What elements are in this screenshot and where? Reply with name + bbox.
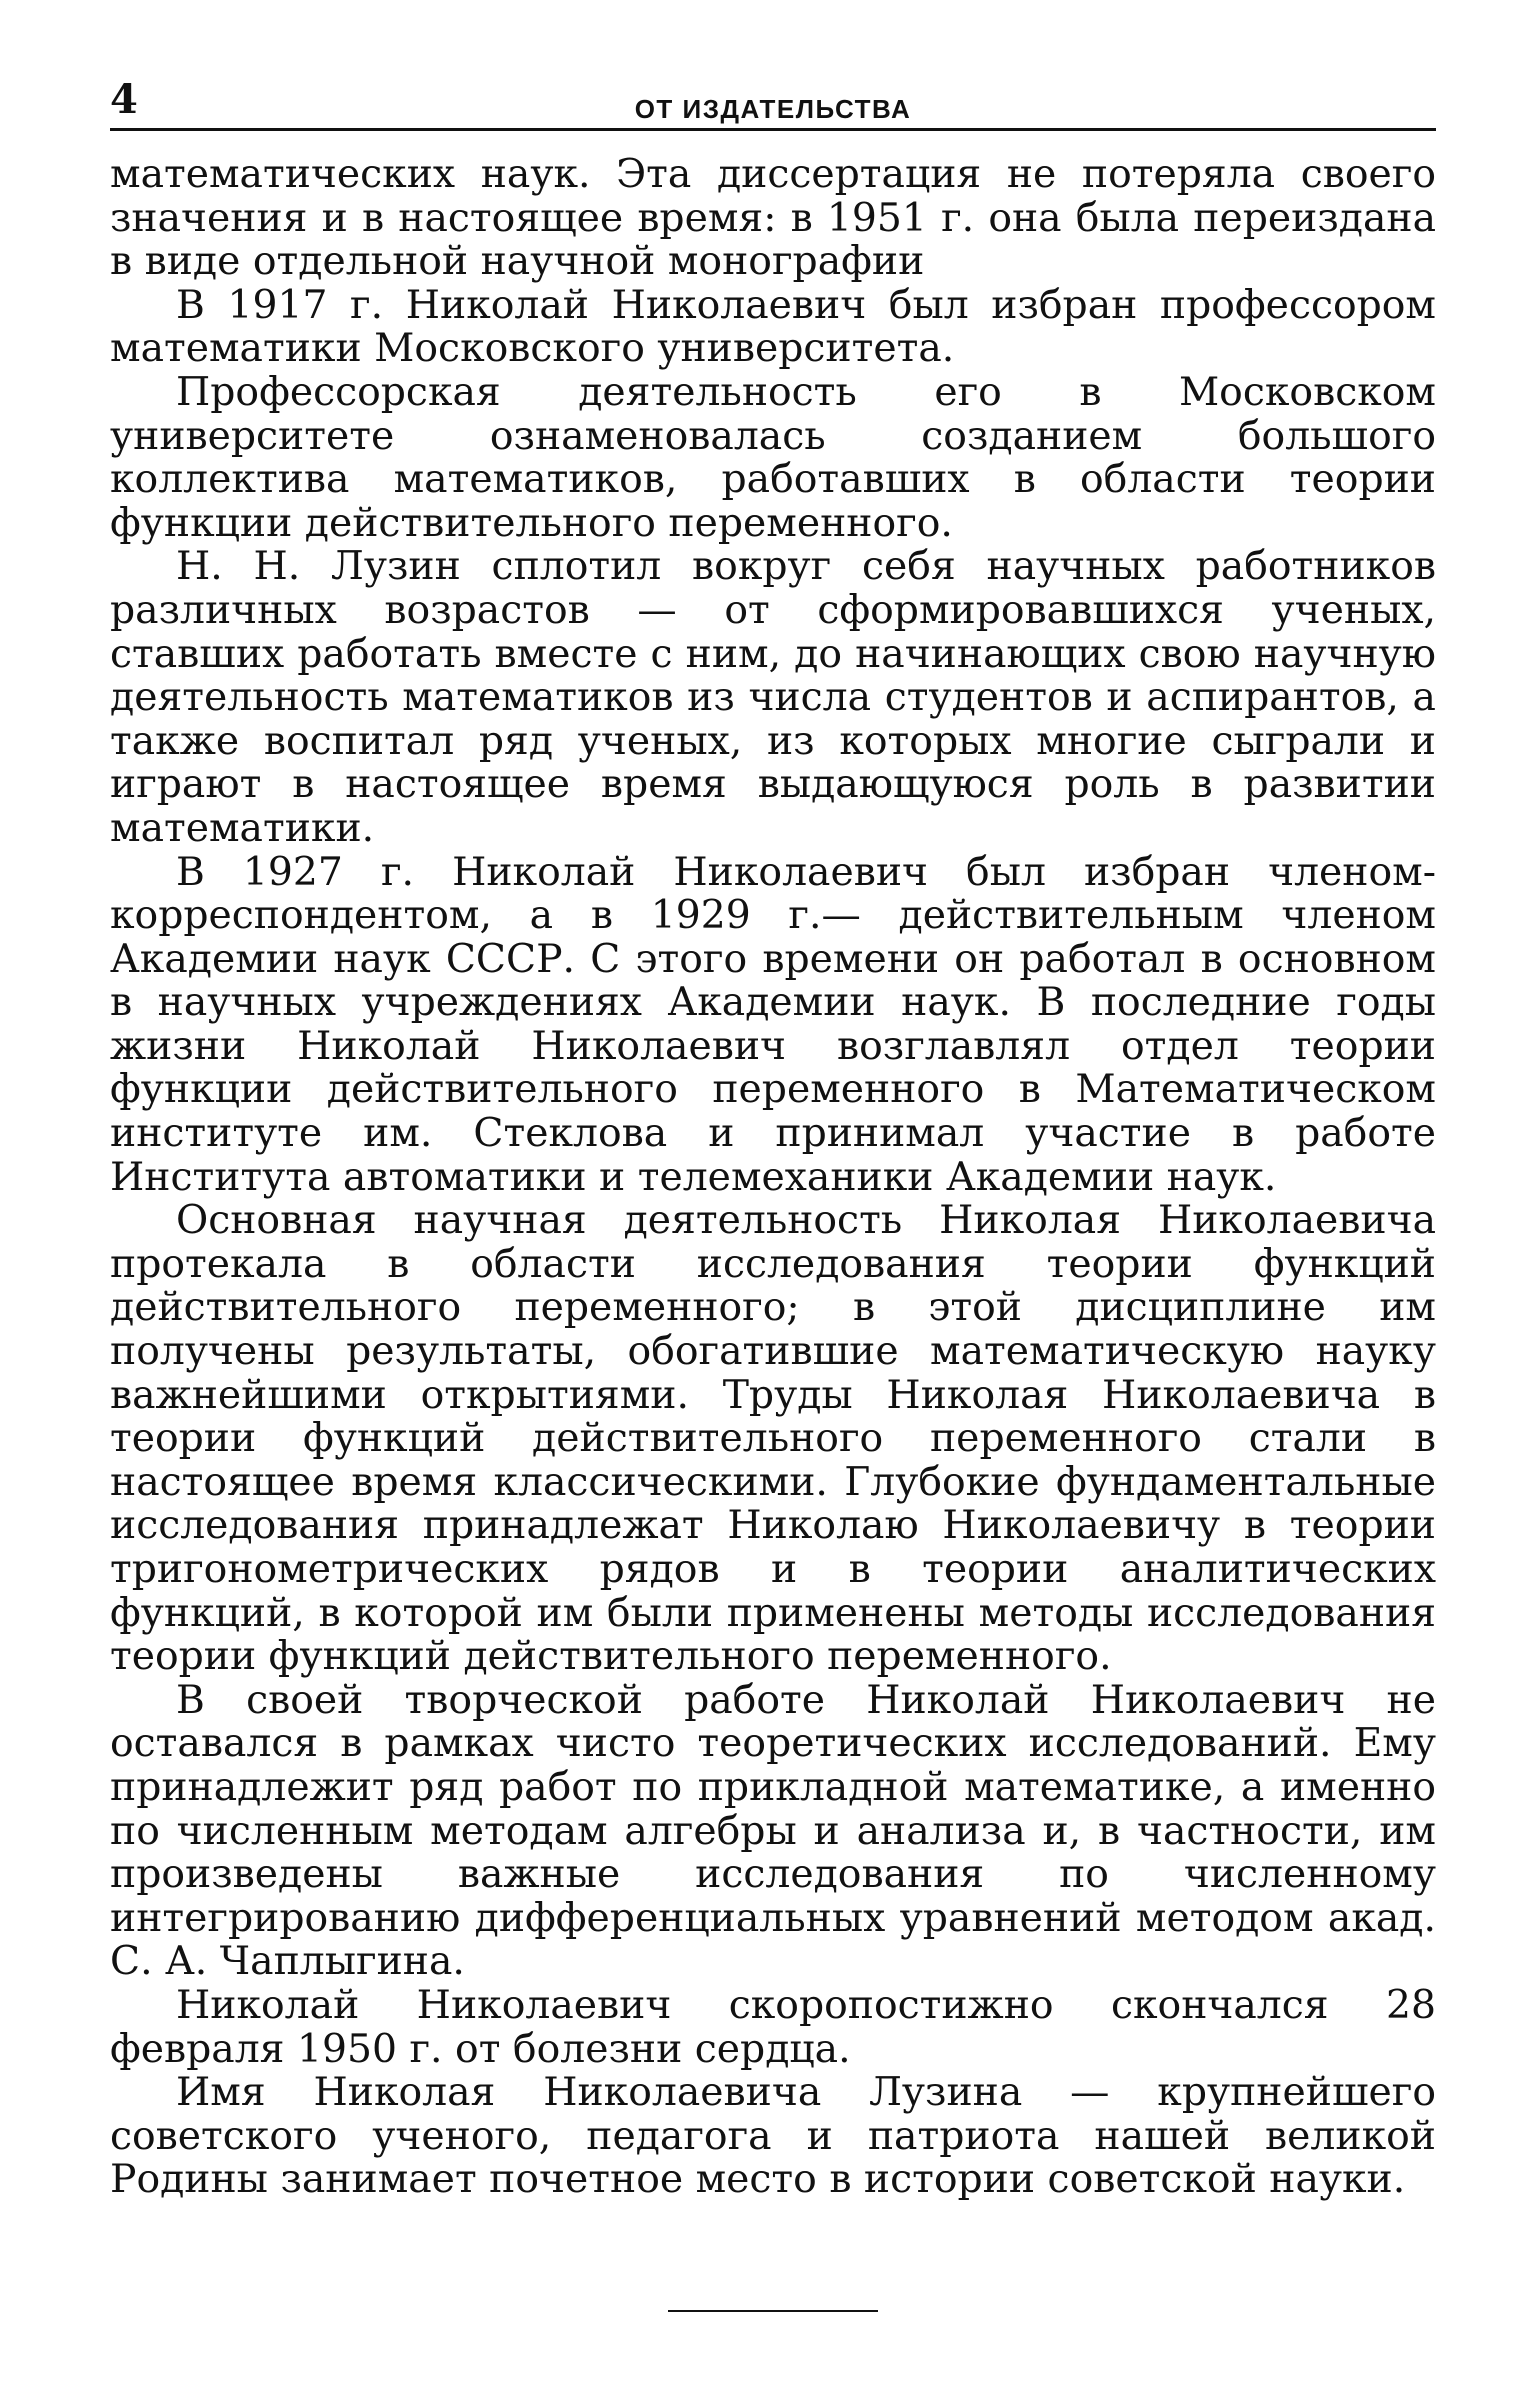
paragraph: В 1917 г. Николай Николаевич был избран профессором математики Московского университета. xyxy=(110,282,1436,372)
page-number: 4 xyxy=(110,76,138,123)
paragraph: В 1927 г. Николай Николаевич был избран членом-корреспондентом, а в 1929 г.— действительным членом Академии наук СССР. С этого времени он работал в основном в научных учреждениях Академии наук. В последние годы жизни Николай Николаевич возглавлял отдел теории функции действительного переменного в Математическом институте им. Стеклова и принимал участие в работе Института автоматики и телемеханики Академии наук. xyxy=(110,849,1436,1200)
running-head: ОТ ИЗДАТЕЛЬСТВА xyxy=(634,94,912,124)
paragraph: Николай Николаевич скоропостижно скончался 28 февраля 1950 г. от болезни сердца. xyxy=(110,1982,1436,2072)
paragraph: Н. Н. Лузин сплотил вокруг себя научных работников различных возрастов — от сформировавшихся ученых, ставших работать вместе с ним, до начинающих свою научную деятельность математиков из числа студентов и аспирантов, а также воспитал ряд ученых, из которых многие сыграли и играют в настоящее время выдающуюся роль в развитии математики. xyxy=(110,544,1436,851)
paragraph: Имя Николая Николаевича Лузина — крупнейшего советского ученого, педагога и патриота нашей великой Родины занимает почетное место в истории советской науки. xyxy=(110,2070,1436,2203)
paragraph: Основная научная деятельность Николая Николаевича протекала в области исследования теории функций действительного переменного; в этой дисциплине им получены результаты, обогатившие математическую науку важнейшими открытиями. Труды Николая Николаевича в теории функций действительного переменного стали в настоящее время классическими. Глубокие фундаментальные исследования принадлежат Николаю Николаевичу в теории тригонометрических рядов и в теории аналитических функций, в которой им были применены методы исследования теории функций действительного переменного. xyxy=(110,1198,1436,1680)
page-header xyxy=(110,70,1436,128)
page-body xyxy=(110,153,1436,2202)
header-rule xyxy=(110,128,1436,131)
paragraph: В своей творческой работе Николай Николаевич не оставался в рамках чисто теоретических исследований. Ему принадлежит ряд работ по прикладной математике, а именно по численным методам алгебры и анализа и, в частности, им произведены важные исследования по численному интегрированию дифференциальных уравнений методом акад. С. А. Чаплыгина. xyxy=(110,1677,1436,1985)
end-rule xyxy=(668,2310,878,2312)
book-page xyxy=(110,70,1436,2312)
paragraph-continuation: математических наук. Эта диссертация не потеряла своего значения и в настоящее время: в 1951 г. она была переиздана в виде отдельной научной монографии xyxy=(110,152,1436,285)
paragraph: Профессорская деятельность его в Московском университете ознаменовалась созданием большого коллектива математиков, работавших в области теории функции действительного переменного. xyxy=(110,369,1436,546)
